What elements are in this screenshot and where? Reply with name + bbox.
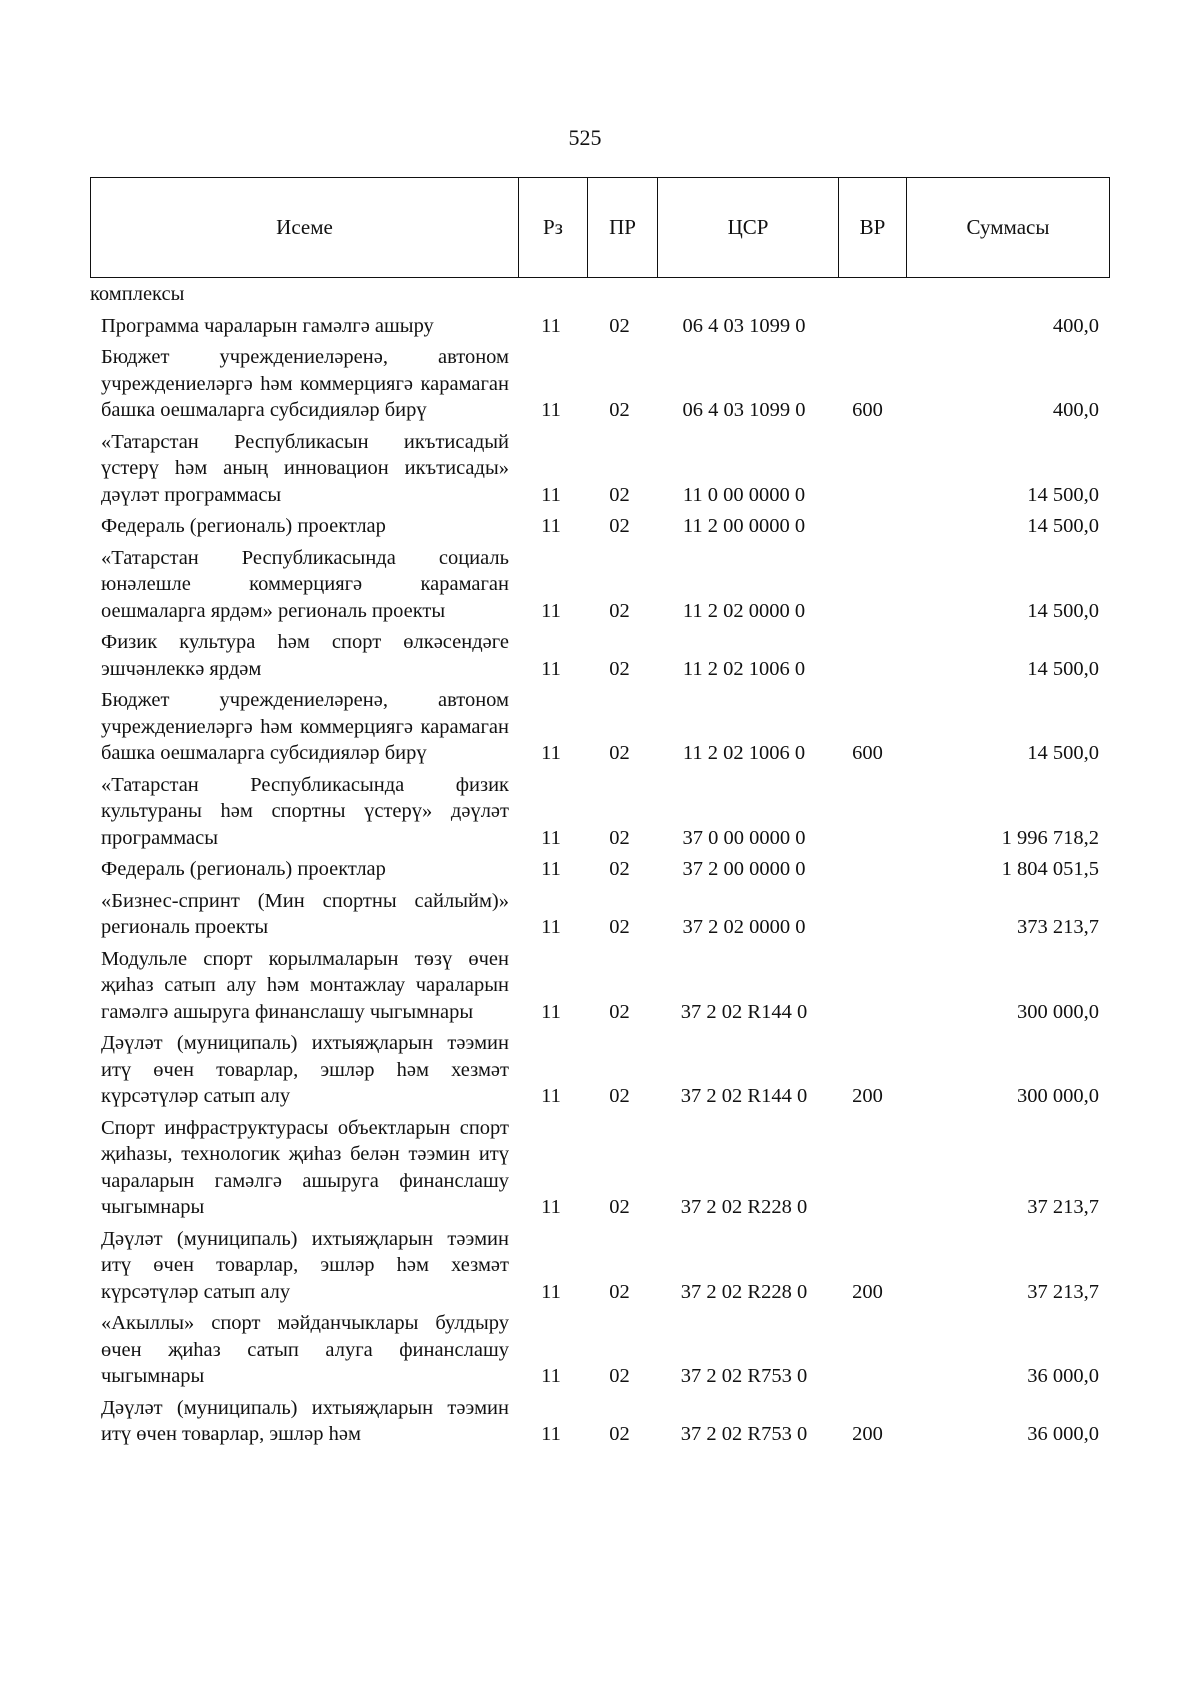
table-row: [90, 1025, 1103, 1110]
cell-name: Бюджет учреждениеләренә, автоном учреждениеләргә һәм коммерциягә карамаган башка оешмаларга субсидияләр бирү: [101, 346, 509, 421]
cell-rz: 11: [541, 1000, 561, 1023]
cell-name: Дәүләт (муниципаль) ихтыяҗларын тәэмин итү өчен товарлар, эшләр һәм хезмәт күрсәтүләр сатып алу: [101, 1032, 509, 1107]
cell-name: Модульле спорт корылмаларын төзү өчен җиһаз сатып алу һәм монтажлау чараларын гамәлгә ашыруга финанслашу чыгымнары: [101, 947, 509, 1023]
cell-sum: 373 213,7: [1017, 916, 1099, 938]
cell-vr: [834, 624, 901, 682]
cell-sum: 1 804 051,5: [1001, 858, 1099, 880]
cell-vr: 600: [852, 742, 883, 764]
cell-pr: 02: [609, 1365, 630, 1387]
cell-rz: 11: [541, 515, 561, 537]
cell-vr: [834, 883, 901, 941]
cell-vr: [834, 941, 901, 1026]
cell-pr: 02: [609, 1280, 630, 1303]
cell-rz: 11: [541, 1280, 561, 1303]
cell-rz: 11: [541, 657, 561, 680]
cell-pr: 02: [609, 657, 630, 680]
cell-sum: 300 000,0: [1017, 1085, 1099, 1107]
header-rz: Рз: [519, 178, 588, 278]
cell-vr: [834, 424, 901, 509]
cell-rz: 11: [541, 483, 561, 506]
table-row: [90, 767, 1103, 852]
cell-csr: [654, 281, 834, 308]
cell-pr: 02: [609, 1085, 630, 1107]
cell-name: Федераль (региональ) проектлар: [101, 515, 386, 537]
cell-csr: 37 2 02 R144 0: [680, 1085, 808, 1107]
table-row: [90, 424, 1103, 509]
cell-name: Программа чараларын гамәлгә ашыру: [101, 314, 434, 337]
header-csr: ЦСР: [658, 178, 839, 278]
cell-name: «Татарстан Республикасын икътисадый үстерү һәм аның инновацион икътисады» дәүләт программасы: [101, 430, 509, 506]
cell-sum: 14 500,0: [1027, 657, 1099, 680]
cell-pr: 02: [609, 483, 630, 506]
cell-sum: 14 500,0: [1027, 742, 1099, 764]
cell-pr: [585, 281, 654, 308]
table-row: [90, 1221, 1103, 1306]
header-pr: ПР: [588, 178, 658, 278]
cell-pr: 02: [609, 399, 630, 421]
table-row: [90, 883, 1103, 941]
cell-vr: [834, 851, 901, 883]
table-row: [90, 1110, 1103, 1221]
cell-pr: 02: [609, 858, 630, 880]
cell-sum: 14 500,0: [1027, 599, 1099, 622]
table-row: [90, 1390, 1103, 1448]
cell-name: Федераль (региональ) проектлар: [101, 858, 386, 880]
cell-name: «Бизнес-спринт (Мин спортны сайлыйм)» региональ проекты: [101, 889, 509, 938]
cell-name: «Татарстан Республикасында физик культураны һәм спортны үстерү» дәүләт программасы: [101, 773, 509, 849]
header-name: Исеме: [91, 178, 519, 278]
table-row: [90, 339, 1103, 424]
table-row: [90, 624, 1103, 682]
cell-csr: 11 2 02 1006 0: [682, 657, 806, 680]
cell-sum: 37 213,7: [1027, 1280, 1099, 1303]
cell-pr: 02: [609, 1423, 630, 1445]
cell-vr: 600: [852, 399, 883, 421]
cell-vr: [834, 1110, 901, 1221]
table-row: [90, 508, 1103, 540]
cell-csr: 37 2 00 0000 0: [682, 858, 806, 880]
cell-csr: 37 2 02 R228 0: [680, 1196, 808, 1218]
cell-rz: 11: [541, 399, 561, 421]
cell-pr: 02: [609, 599, 630, 622]
cell-sum: 37 213,7: [1027, 1196, 1099, 1218]
cell-csr: 11 2 00 0000 0: [682, 515, 806, 537]
table-row: [90, 308, 1103, 340]
cell-sum: 14 500,0: [1027, 483, 1099, 506]
cell-vr: 200: [852, 1085, 883, 1107]
cell-pr: 02: [609, 1000, 630, 1023]
budget-table: [90, 281, 1103, 1448]
cell-vr: [834, 767, 901, 852]
cell-rz: 11: [541, 1423, 561, 1445]
cell-sum: 400,0: [1052, 399, 1099, 421]
cell-name: Дәүләт (муниципаль) ихтыяҗларын тәэмин итү өчен товарлар, эшләр һәм: [101, 1396, 509, 1445]
cell-rz: 11: [541, 858, 561, 880]
cell-rz: 11: [541, 1085, 561, 1107]
cell-pr: 02: [609, 314, 630, 337]
cell-sum: 400,0: [1052, 314, 1099, 337]
table-row: [90, 682, 1103, 767]
cell-name: Физик культура һәм спорт өлкәсендәге эшчәнлеккә ярдәм: [101, 631, 509, 680]
cell-sum: 14 500,0: [1027, 515, 1099, 537]
cell-rz: 11: [541, 1196, 561, 1218]
cell-sum: 300 000,0: [1017, 1000, 1099, 1023]
cell-pr: 02: [609, 1196, 630, 1218]
cell-rz: 11: [541, 314, 561, 337]
cell-csr: 37 2 02 R228 0: [680, 1280, 808, 1303]
cell-sum: 36 000,0: [1027, 1423, 1099, 1445]
table-row: [90, 941, 1103, 1026]
table-body: [90, 281, 1103, 1448]
table-header: [90, 177, 1110, 278]
cell-rz: 11: [541, 1365, 561, 1387]
cell-name: Спорт инфраструктурасы объектларын спорт җиһазы, технологик җиһаз белән тәэмин итү чараларын гамәлгә ашыруга финанслашу чыгымнары: [101, 1116, 509, 1218]
cell-csr: 06 4 03 1099 0: [682, 314, 806, 337]
cell-csr: 11 2 02 1006 0: [682, 742, 806, 764]
cell-name: Дәүләт (муниципаль) ихтыяҗларын тәэмин итү өчен товарлар, эшләр һәм хезмәт күрсәтүләр сатып алу: [101, 1227, 509, 1303]
cell-rz: 11: [541, 916, 561, 938]
cell-vr: 200: [852, 1423, 883, 1445]
table-row: [90, 281, 1103, 308]
cell-rz: 11: [541, 599, 561, 622]
cell-name: Бюджет учреждениеләренә, автоном учреждениеләргә һәм коммерциягә карамаган башка оешмаларга субсидияләр бирү: [101, 689, 509, 764]
table-row: [90, 540, 1103, 625]
cell-csr: 37 2 02 0000 0: [682, 916, 806, 938]
cell-pr: 02: [609, 515, 630, 537]
cell-vr: [834, 281, 901, 308]
cell-csr: 11 0 00 0000 0: [682, 483, 806, 506]
cell-name: «Татарстан Республикасында социаль юнәлешле коммерциягә карамаган оешмаларга ярдәм» региональ проекты: [101, 546, 509, 622]
cell-name: комплексы: [90, 283, 185, 305]
table-row: [90, 1305, 1103, 1390]
table-row: [90, 851, 1103, 883]
cell-vr: [834, 540, 901, 625]
cell-csr: 11 2 02 0000 0: [682, 599, 806, 622]
cell-csr: 06 4 03 1099 0: [682, 399, 806, 421]
cell-rz: [517, 281, 585, 308]
page-number: 525: [568, 125, 602, 150]
cell-vr: 200: [852, 1280, 883, 1303]
cell-rz: 11: [541, 826, 561, 849]
cell-pr: 02: [609, 742, 630, 764]
cell-pr: 02: [609, 916, 630, 938]
cell-sum: [901, 281, 1103, 308]
cell-vr: [834, 1305, 901, 1390]
cell-csr: 37 0 00 0000 0: [682, 826, 806, 849]
header-row: [91, 178, 1110, 278]
cell-rz: 11: [541, 742, 561, 764]
cell-sum: 1 996 718,2: [1001, 826, 1099, 849]
cell-vr: [834, 308, 901, 340]
cell-pr: 02: [609, 826, 630, 849]
header-sum: Суммасы: [907, 178, 1110, 278]
cell-csr: 37 2 02 R753 0: [680, 1365, 808, 1387]
cell-sum: 36 000,0: [1027, 1365, 1099, 1387]
cell-csr: 37 2 02 R144 0: [680, 1000, 808, 1023]
cell-vr: [834, 508, 901, 540]
cell-csr: 37 2 02 R753 0: [680, 1423, 808, 1445]
cell-name: «Акыллы» спорт мәйданчыклары булдыру өчен җиһаз сатып алуга финанслашу чыгымнары: [101, 1312, 509, 1387]
header-vr: ВР: [839, 178, 907, 278]
